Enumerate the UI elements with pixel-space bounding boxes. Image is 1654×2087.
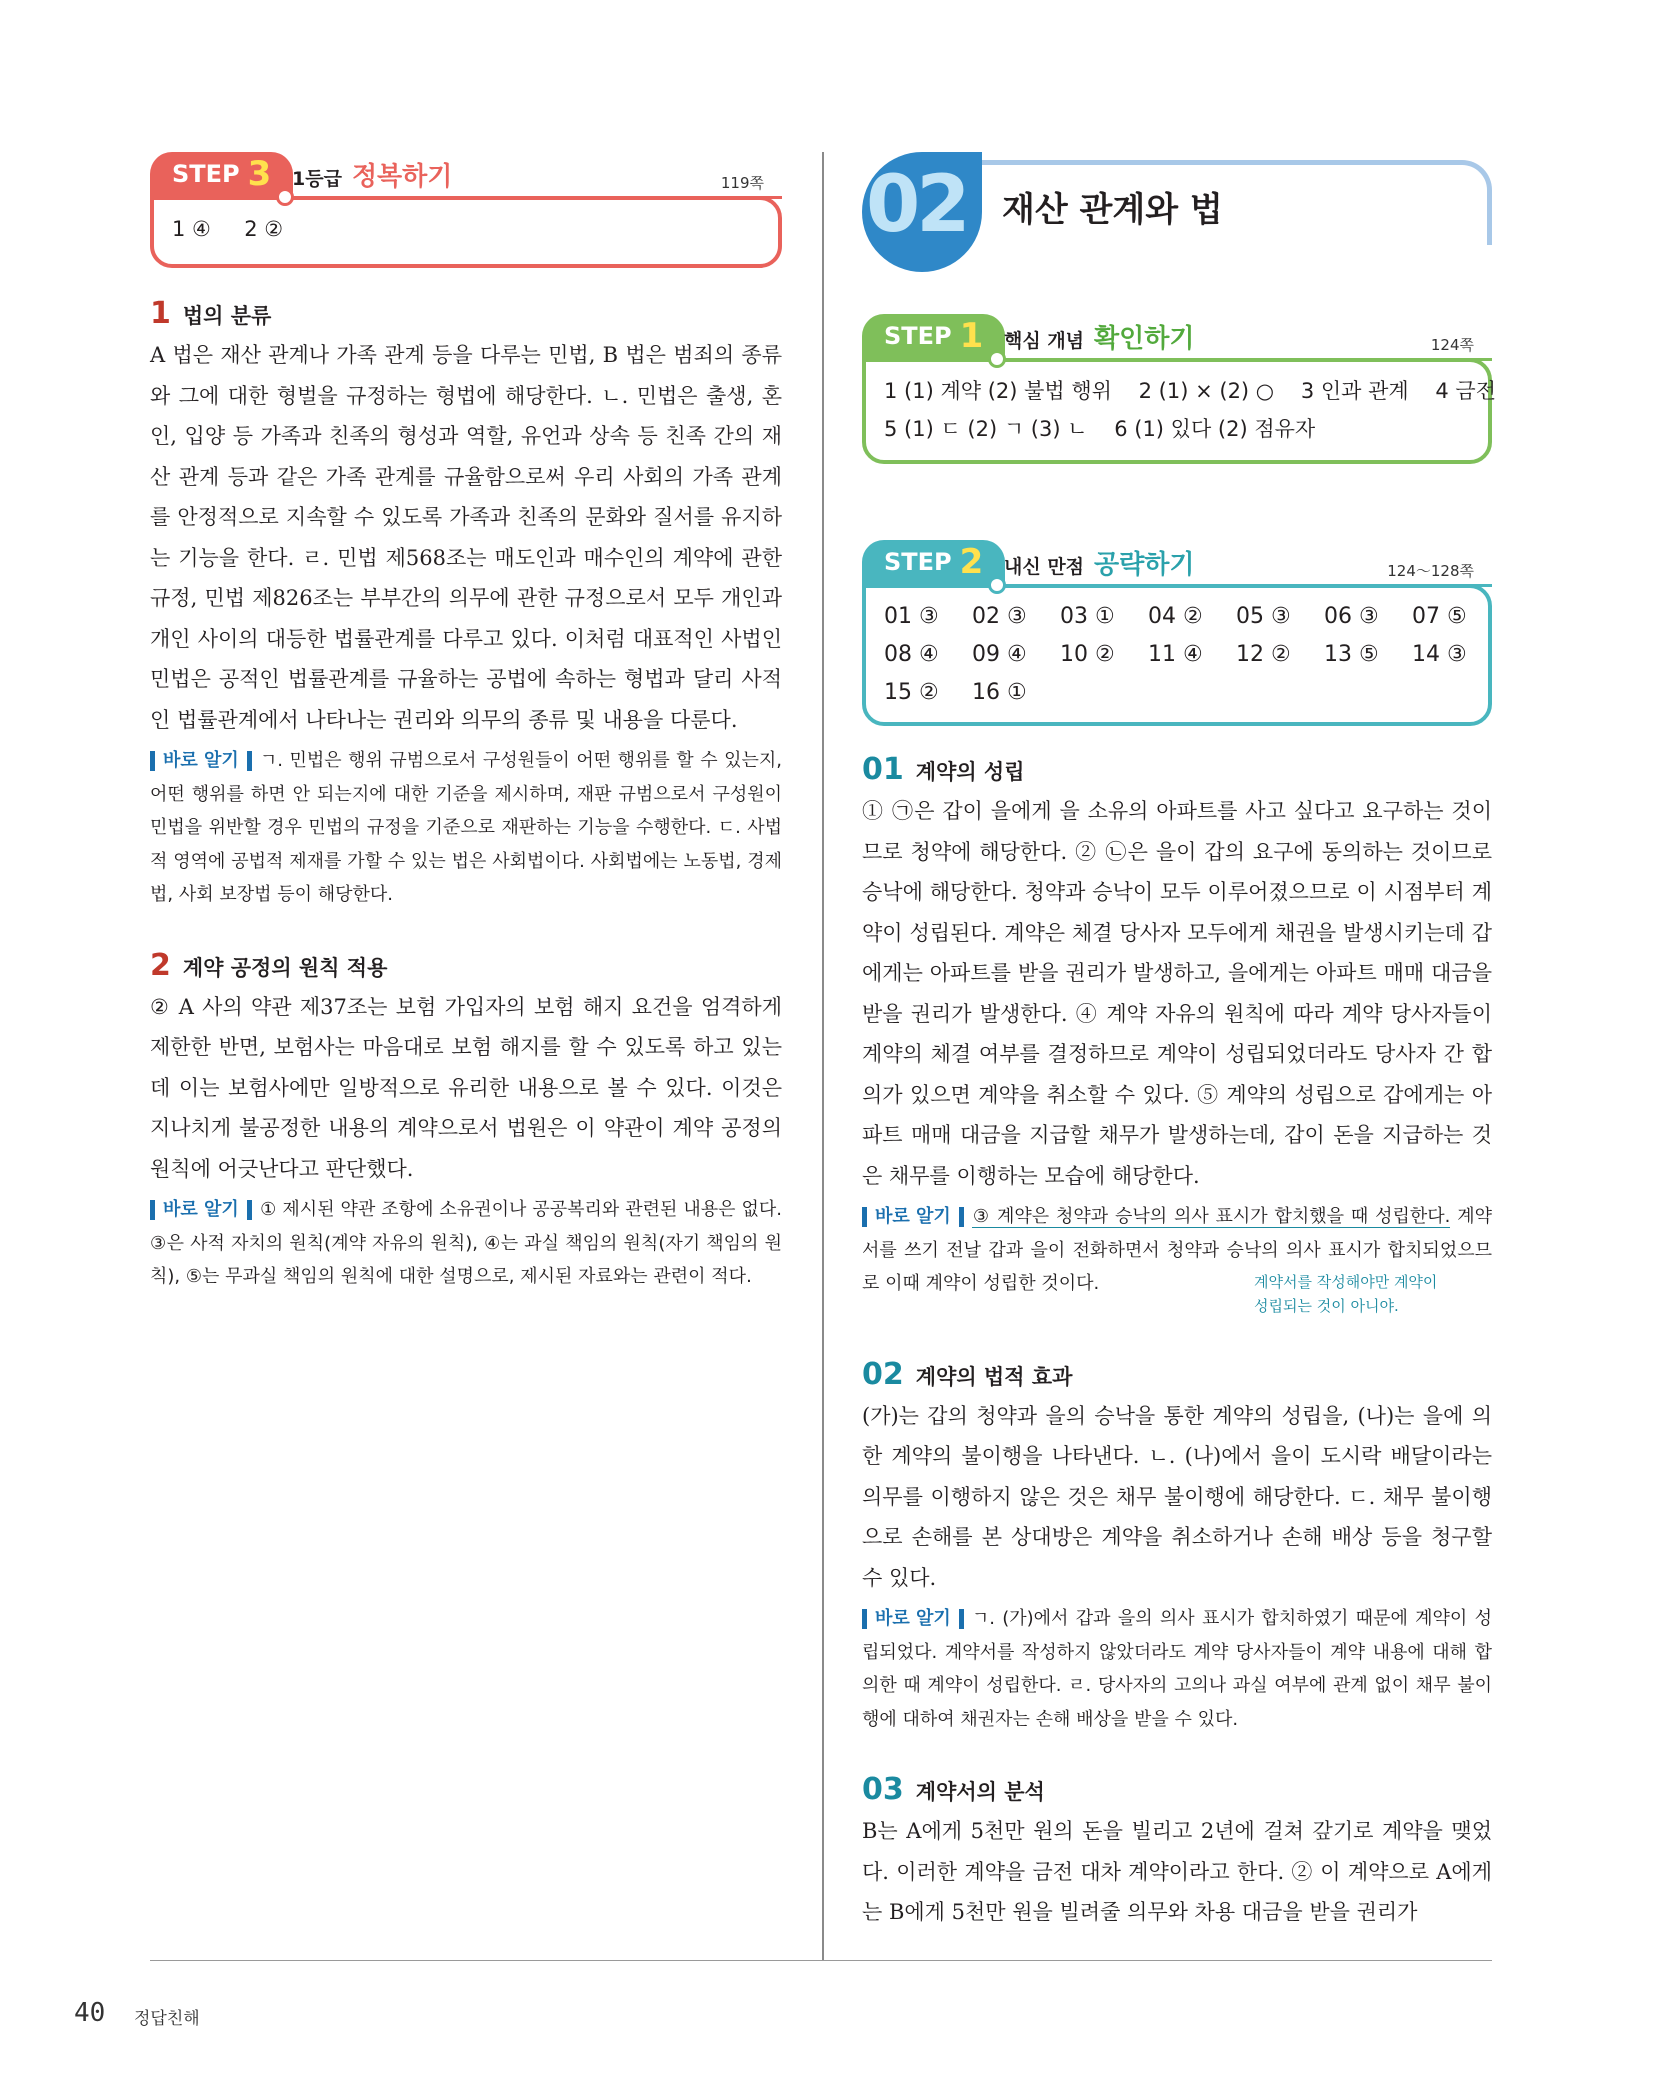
sec01-note-badge: 바로 알기: [862, 1207, 964, 1227]
sec03-number: 03: [862, 1772, 904, 1807]
sec2-note-badge: 바로 알기: [150, 1200, 252, 1220]
sec01-body: ① ㉠은 갑이 을에게 을 소유의 아파트를 사고 싶다고 요구하는 것이므로 청약에 해당한다. ② ㉡은 을이 갑의 요구에 동의하는 것이므로 승낙에 해당한다. 청약과 승낙이 모두 이루어졌으므로 이 시점부터 계약이 성립된다. 계약은 체결 당사자 모두에게 채권을 발생시키는데 갑에게는 아파트를 받을 권리가 발생하고, 을에게는 아파트 매매 대금을 받을 권리가 발생한다. ④ 계약 자유의 원칙에 따라 계약 당사자들이 계약의 체결 여부를 결정하므로 계약이 성립되었더라도 당사자 간 합의가 있으면 계약을 취소할 수 있다. ⑤ 계약의 성립으로 갑에게는 아파트 매매 대금을 지급할 채무가 발생하는데, 갑이 돈을 지급하는 것은 채무를 이행하는 모습에 해당한다.: [862, 799, 1492, 1188]
step1-page-ref: 124쪽: [1430, 336, 1474, 354]
step3-heading-small: 1등급: [292, 168, 342, 190]
step3-dot: [276, 188, 294, 206]
step2-heading-small: 내신 만점: [1004, 556, 1085, 578]
step2-tab: [862, 540, 1005, 584]
step2-rule: [998, 584, 1492, 587]
answer-item: 14 ③: [1412, 642, 1467, 667]
answer-item: 07 ⑤: [1412, 604, 1467, 629]
answer-item: 04 ②: [1148, 604, 1203, 629]
step3-heading: [292, 156, 452, 193]
step1-tab: [862, 314, 1005, 358]
sec01-number: 01: [862, 752, 904, 787]
sec01-annotation: [1254, 1270, 1437, 1318]
sec2-number: 2: [150, 947, 171, 983]
answer-item: 15 ②: [884, 680, 939, 705]
chapter-title: 재산 관계와 법: [1002, 190, 1223, 230]
left-column: [150, 152, 782, 1294]
sec02-note-text: ㄱ. (가)에서 갑과 을의 의사 표시가 합치하였기 때문에 계약이 성립되었다. 계약서를 작성하지 않았더라도 계약 당사자들이 계약 내용에 대해 합의한 때 계약이 성립한다. ㄹ. 당사자의 고의나 과실 여부에 관계 없이 채무 불이행에 대하여 채권자는 손해 배상을 받을 수 있다.: [862, 1608, 1492, 1730]
step1-answer-box: [862, 358, 1496, 464]
annotation-line1: 계약서를 작성해야만 계약이: [1254, 1273, 1438, 1291]
sec1-note-badge: 바로 알기: [150, 751, 252, 771]
answer-item: 01 ③: [884, 604, 939, 629]
sec1-note: [150, 744, 782, 912]
sec2-name: 계약 공정의 원칙 적용: [182, 955, 388, 980]
sec01-note-a: ③ 계약은 청약과 승낙의 의사 표시가 합치했을 때 성립한다.: [971, 1206, 1451, 1227]
sec2-body: ② A 사의 약관 제37조는 보험 가입자의 보험 해지 요건을 엄격하게 제한한 반면, 보험사는 마음대로 보험 해지를 할 수 있도록 하고 있는데 이는 보험사에만 일방적으로 유리한 내용으로 볼 수 있다. 이것은 지나치게 불공정한 내용의 계약으로서 법원은 이 약관이 계약 공정의 원칙에 어긋난다고 판단했다.: [150, 994, 782, 1181]
book-title: 정답친해: [134, 2009, 200, 2029]
step1-rule: [998, 358, 1492, 361]
step-number: 1: [959, 316, 984, 356]
step1-heading: [1004, 318, 1195, 355]
sec1-number: 1: [150, 296, 171, 331]
step1-box: [862, 314, 1496, 460]
sec02-title: [862, 1357, 1492, 1392]
step2-heading: [1004, 544, 1195, 581]
sec01-note-b: 계약서를 쓰기 전날 갑과 을이 전화하면서 청약과 승낙의 의사 표시가 합치되었으므로 이때 계약이 성립한 것이다.: [862, 1206, 1492, 1294]
column-divider: [822, 152, 824, 1960]
sec02-note: [862, 1602, 1492, 1736]
sec02-note-badge: 바로 알기: [862, 1609, 964, 1629]
step2-answer-box: [862, 584, 1492, 726]
chapter-header: [862, 152, 1492, 272]
sec01-title: [862, 752, 1492, 787]
answer-item: 16 ①: [972, 680, 1027, 705]
annotation-line2: 성립되는 것이 아니야.: [1254, 1297, 1399, 1315]
step-label: STEP: [172, 160, 240, 188]
sec02-number: 02: [862, 1356, 904, 1392]
answer-item: 08 ④: [884, 642, 939, 667]
sec01-name: 계약의 성립: [915, 760, 1025, 784]
step3-tab: [150, 152, 293, 196]
step2-dot: [988, 576, 1006, 594]
step2-heading-big: 공략하기: [1094, 550, 1195, 580]
step-number: 3: [247, 154, 272, 194]
step-number: 2: [959, 542, 984, 582]
sec01-note-wrap: [862, 1200, 1492, 1315]
sec2-title: [150, 948, 782, 983]
sec02-name: 계약의 법적 효과: [915, 1364, 1073, 1389]
sec1-title: [150, 296, 782, 331]
footer-rule: [150, 1960, 1492, 1961]
sec1-note-text: ㄱ. 민법은 행위 규범으로서 구성원들이 어떤 행위를 할 수 있는지, 어떤 행위를 하면 안 되는지에 대한 기준을 제시하며, 재판 규범으로서 구성원이 민법을 위반할 경우 민법의 규정을 기준으로 재판하는 기능을 수행한다. ㄷ. 사법적 영역에 공법적 제재를 가할 수 있는 법은 사회법이다. 사회법에는 노동법, 경제법, 사회 보장법 등이 해당한다.: [150, 750, 782, 905]
answer-item: 03 ①: [1060, 604, 1115, 629]
answer-item: 09 ④: [972, 642, 1027, 667]
step1-answers-line1: 1 (1) 계약 (2) 불법 행위 2 (1) × (2) ○ 3 인과 관계 4 금전: [884, 379, 1496, 403]
step3-box: [150, 152, 782, 268]
sec2-note-text: ① 제시된 약관 조항에 소유권이나 공공복리와 관련된 내용은 없다. ③은 사적 자치의 원칙(계약 자유의 원칙), ④는 과실 책임의 원칙(자기 책임의 원칙), ⑤는 무과실 책임의 원칙에 대한 설명으로, 제시된 자료와는 관련이 적다.: [150, 1199, 782, 1287]
sec2-note: [150, 1193, 782, 1294]
sec03-title: [862, 1772, 1492, 1807]
sec03-name: 계약서의 분석: [915, 1780, 1045, 1804]
answer-item: 12 ②: [1236, 642, 1291, 667]
answer-item: 05 ③: [1236, 604, 1291, 629]
step1-heading-big: 확인하기: [1094, 324, 1195, 354]
answer-item: 06 ③: [1324, 604, 1379, 629]
step-label: STEP: [884, 548, 952, 576]
step1-answers-line2: 5 (1) ㄷ (2) ㄱ (3) ㄴ 6 (1) 있다 (2) 점유자: [884, 417, 1316, 441]
step3-heading-big: 정복하기: [351, 162, 453, 192]
step2-answer-grid: [866, 588, 1488, 712]
answer-item: 11 ④: [1148, 642, 1203, 667]
step2-box: [862, 540, 1492, 724]
step1-dot: [988, 350, 1006, 368]
step1-heading-small: 핵심 개념: [1004, 330, 1085, 352]
page-number: 40: [74, 1998, 106, 2028]
answer-item: 10 ②: [1060, 642, 1115, 667]
step3-answers: 1 ④ 2 ②: [172, 217, 284, 241]
step3-page-ref: 119쪽: [720, 174, 764, 192]
step-label: STEP: [884, 322, 952, 350]
answer-item: 02 ③: [972, 604, 1027, 629]
right-column: [862, 152, 1496, 1933]
step3-rule: [286, 196, 782, 199]
step3-answer-box: [150, 196, 782, 268]
answer-item: 13 ⑤: [1324, 642, 1379, 667]
sec02-body: (가)는 갑의 청약과 을의 승낙을 통한 계약의 성립을, (나)는 을에 의한 계약의 불이행을 나타낸다. ㄴ. (나)에서 을이 도시락 배달이라는 의무를 이행하지 않은 것은 채무 불이행에 해당한다. ㄷ. 채무 불이행으로 손해를 본 상대방은 계약을 취소하거나 손해 배상 등을 청구할 수 있다.: [862, 1403, 1492, 1590]
step2-page-ref: 124～128쪽: [1387, 562, 1474, 580]
sec1-body: A 법은 재산 관계나 가족 관계 등을 다루는 민법, B 법은 범죄의 종류와 그에 대한 형벌을 규정하는 형법에 해당한다. ㄴ. 민법은 출생, 혼인, 입양 등 가족과 친족의 형성과 역할, 유언과 상속 등 친족 간의 재산 관계 등과 같은 가족 관계를 규율함으로써 우리 사회의 가족 관계를 안정적으로 지속할 수 있도록 가족과 친족의 문화와 질서를 유지하는 기능을 한다. ㄹ. 민법 제568조는 매도인과 매수인의 계약에 관한 규정, 민법 제826조는 부부간의 의무에 관한 규정으로서 모두 개인과 개인 사이의 대등한 법률관계를 다루고 있다. 이처럼 대표적인 사법인 민법은 공적인 법률관계를 규율하는 공법에 속하는 형법과 달리 사적인 법률관계에서 나타나는 권리와 의무의 종류 및 내용을 다룬다.: [150, 343, 782, 732]
sec1-name: 법의 분류: [182, 304, 272, 328]
chapter-number: 02: [866, 160, 967, 250]
sec03-body: B는 A에게 5천만 원의 돈을 빌리고 2년에 걸쳐 갚기로 계약을 맺었다. 이러한 계약을 금전 대차 계약이라고 한다. ② 이 계약으로 A에게는 B에게 5천만 원을 빌려줄 의무와 차용 대금을 받을 권리가: [862, 1819, 1492, 1924]
